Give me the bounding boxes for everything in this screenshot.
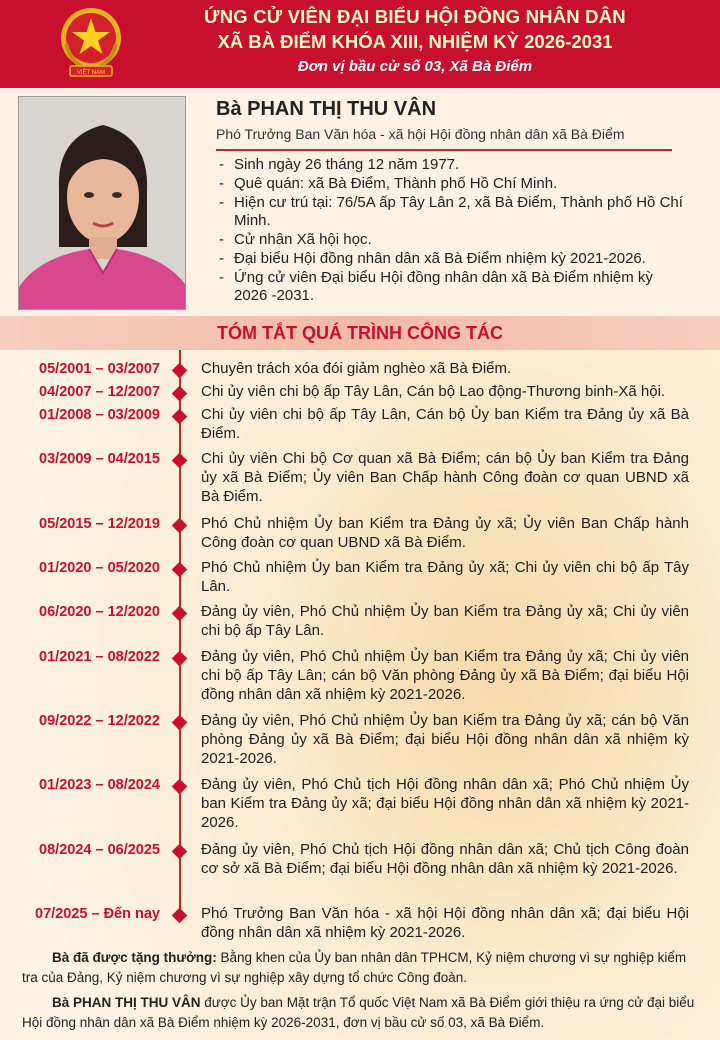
timeline-description: Đảng ủy viên, Phó Chủ nhiệm Ủy ban Kiểm tra Đảng ủy xã; Chi ủy viên chi bộ ấp Tây Lân; cán bộ Văn phòng Đảng ủy xã Bà Điểm; đại biểu Hội đồng nhân dân xã nhiệm kỳ 2021-2026. <box>201 648 689 703</box>
title-line-2: XÃ BÀ ĐIỂM KHÓA XIII, NHIỆM KỲ 2026-2031 <box>217 31 613 52</box>
bio-item-hometown: - Quê quán: xã Bà Điểm, Thành phố Hồ Chí Minh. <box>216 175 686 193</box>
nomination-name: Bà PHAN THỊ THU VÂN <box>52 995 201 1010</box>
timeline-date: 01/2008 – 03/2009 <box>39 407 160 423</box>
timeline-description: Chi ủy viên chi bộ ấp Tây Lân, Cán bộ Lao động-Thương binh-Xã hội. <box>201 383 666 400</box>
section-title: TÓM TẮT QUÁ TRÌNH CÔNG TÁC <box>0 316 720 350</box>
timeline-description: Phó Chủ nhiệm Ủy ban Kiểm tra Đảng ủy xã; Ủy viên Ban Chấp hành Công đoàn cơ quan UBND xã Bà Điểm. <box>201 515 689 551</box>
bio-item-residence: - Hiện cư trú tại: 76/5A ấp Tây Lân 2, xã Bà Điểm, Thành phố Hồ Chí Minh. <box>216 194 686 230</box>
timeline-date: 06/2020 – 12/2020 <box>39 604 160 620</box>
timeline-description: Phó Chủ nhiệm Ủy ban Kiểm tra Đảng ủy xã; Chi ủy viên chi bộ ấp Tây Lân. <box>201 559 689 595</box>
timeline-description: Đảng ủy viên, Phó Chủ nhiệm Ủy ban Kiểm tra Đảng ủy xã; Chi ủy viên chi bộ ấp Tây Lân. <box>201 603 689 639</box>
title-line-1: ỨNG CỬ VIÊN ĐẠI BIỂU HỘI ĐỒNG NHÂN DÂN <box>204 6 626 27</box>
timeline-date: 07/2025 – Đến nay <box>35 906 160 922</box>
timeline-description: Đảng ủy viên, Phó Chủ tịch Hội đồng nhân dân xã; Chủ tịch Công đoàn cơ sở xã Bà Điểm; đại biểu Hội đồng nhân dân xã nhiệm kỳ 2021-2026. <box>201 841 689 877</box>
national-emblem-icon <box>58 4 124 82</box>
diamond-marker-icon <box>172 844 188 860</box>
bio-item-birth: - Sinh ngày 26 tháng 12 năm 1977. <box>216 156 686 174</box>
portrait-illustration <box>19 97 186 310</box>
nomination-text: được Ủy ban Mặt trận Tổ quốc Việt Nam xã Bà Điểm giới thiệu ra ứng cử đại biểu Hội đồng nhân dân xã Bà Điểm nhiệm kỳ 2026-2031, đơn vị bầu cử số 03, xã Bà Điểm. <box>22 995 695 1030</box>
timeline-description: Chuyên trách xóa đói giảm nghèo xã Bà Điểm. <box>201 360 512 377</box>
awards-paragraph <box>22 948 702 988</box>
emblem-ribbon-text: VIỆT NAM <box>76 70 106 76</box>
timeline-date: 01/2021 – 08/2022 <box>39 649 160 665</box>
timeline-date: 05/2001 – 03/2007 <box>39 361 160 377</box>
timeline-date: 01/2023 – 08/2024 <box>39 777 160 793</box>
diamond-marker-icon <box>172 562 188 578</box>
candidate-name: Bà PHAN THỊ THU VÂN <box>216 98 437 120</box>
timeline-date: 09/2022 – 12/2022 <box>39 713 160 729</box>
timeline-date: 05/2015 – 12/2019 <box>39 516 160 532</box>
candidate-position: Phó Trưởng Ban Văn hóa - xã hội Hội đồng nhân dân xã Bà Điểm <box>216 126 625 142</box>
timeline-date: 03/2009 – 04/2015 <box>39 451 160 467</box>
timeline-description: Đảng ủy viên, Phó Chủ tịch Hội đồng nhân dân xã; Phó Chủ nhiệm Ủy ban Kiểm tra Đảng ủy xã; đại biểu Hội đồng nhân dân xã nhiệm kỳ 2021-2026. <box>201 776 689 831</box>
candidate-portrait <box>18 96 186 310</box>
divider <box>216 149 672 151</box>
bio-list <box>216 156 686 306</box>
header-banner <box>0 0 720 88</box>
timeline-description: Đảng ủy viên, Phó Chủ nhiệm Ủy ban Kiểm tra Đảng ủy xã; cán bộ Văn phòng Đảng ủy xã Bà Điểm; đại biểu Hội đồng nhân dân xã nhiệm kỳ 2021-2026. <box>201 712 689 767</box>
awards-label: Bà đã được tặng thưởng: <box>52 950 217 965</box>
timeline-date: 01/2020 – 05/2020 <box>39 560 160 576</box>
bio-item-education: - Cử nhân Xã hội học. <box>216 231 686 249</box>
diamond-marker-icon <box>172 908 188 924</box>
diamond-marker-icon <box>172 409 188 425</box>
timeline-date: 04/2007 – 12/2007 <box>39 384 160 400</box>
timeline-description: Phó Trưởng Ban Văn hóa - xã hội Hội đồng nhân dân xã; đại biểu Hội đồng nhân dân xã nhiệm kỳ 2021-2026. <box>201 905 689 941</box>
diamond-marker-icon <box>172 518 188 534</box>
timeline-axis <box>179 350 181 922</box>
diamond-marker-icon <box>172 651 188 667</box>
bio-item-candidacy: - Ứng cử viên Đại biểu Hội đồng nhân dân xã Bà Điểm nhiệm kỳ 2026 -2031. <box>216 269 686 305</box>
awards-text: Bằng khen của Ủy ban nhân dân TPHCM, Kỷ niệm chương vì sự nghiệp kiểm tra của Đảng, Kỷ niệm chương vì sự nghiệp xây dựng tổ chức Công đoàn. <box>22 950 687 985</box>
diamond-marker-icon <box>172 779 188 795</box>
bio-item-current-term: - Đại biểu Hội đồng nhân dân xã Bà Điểm nhiệm kỳ 2021-2026. <box>216 250 686 268</box>
diamond-marker-icon <box>172 715 188 731</box>
timeline-description: Chi ủy viên Chi bộ Cơ quan xã Bà Điểm; cán bộ Ủy ban Kiểm tra Đảng ủy xã Bà Điểm; Ủy viên Ban Chấp hành Công đoàn cơ quan UBND xã Bà Điểm. <box>201 450 689 505</box>
constituency-subtitle: Đơn vị bầu cử số 03, Xã Bà Điểm <box>297 58 533 75</box>
nomination-paragraph <box>22 993 702 1033</box>
diamond-marker-icon <box>172 363 188 379</box>
diamond-marker-icon <box>172 453 188 469</box>
timeline-date: 08/2024 – 06/2025 <box>39 842 160 858</box>
diamond-marker-icon <box>172 606 188 622</box>
diamond-marker-icon <box>172 386 188 402</box>
timeline-description: Chi ủy viên chi bộ ấp Tây Lân, Cán bộ Ủy ban Kiểm tra Đảng ủy xã Bà Điểm. <box>201 406 689 442</box>
